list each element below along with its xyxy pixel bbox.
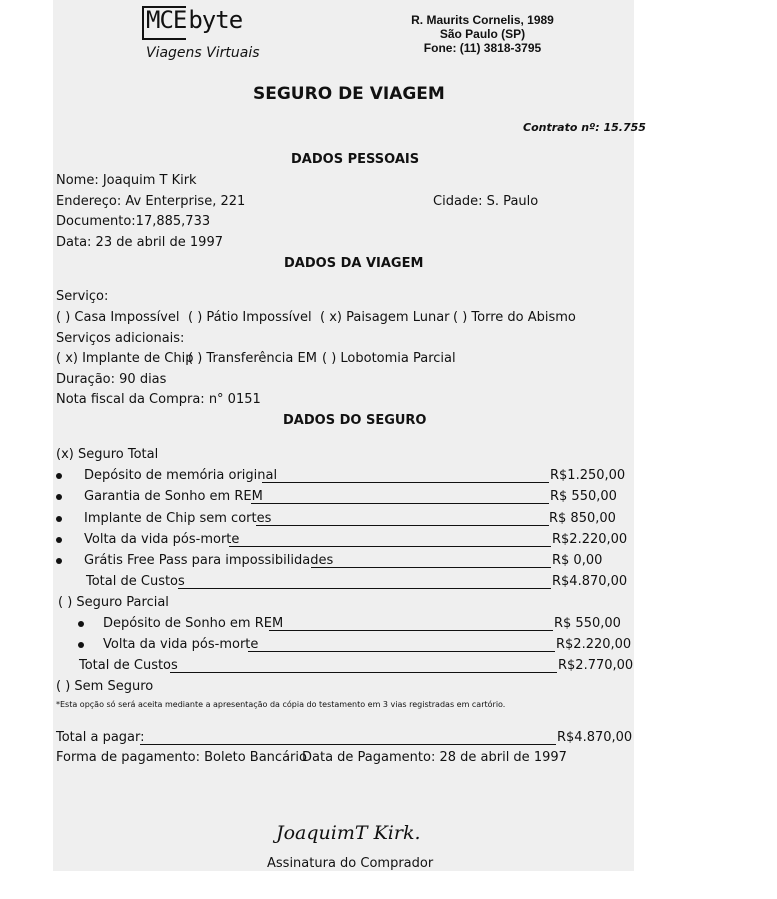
partial-item-label: Volta da vida pós-morte (103, 637, 259, 652)
fill-line (248, 651, 555, 652)
bullet-icon (56, 494, 62, 500)
extras-label: Serviços adicionais: (56, 331, 185, 346)
fill-line (311, 567, 551, 568)
company-city: São Paulo (SP) (439, 27, 526, 41)
trip-heading: DADOS DA VIAGEM (284, 256, 424, 271)
no-insurance-option: ( ) Sem Seguro (56, 679, 154, 694)
total-cost-label: Total de Custos (86, 574, 185, 589)
personal-date: Data: 23 de abril de 1997 (56, 235, 223, 250)
personal-address: Endereço: Av Enterprise, 221 (56, 194, 246, 209)
contract-number: Contrato nº: 15.755 (523, 121, 646, 134)
bullet-icon (78, 621, 84, 627)
insurance-item-value: R$2.220,00 (552, 532, 628, 547)
partial-item-value: R$2.220,00 (556, 637, 632, 652)
logo (146, 6, 242, 34)
service-option: ( ) Pátio Impossível (188, 310, 312, 325)
fill-line (140, 744, 556, 745)
fill-line (262, 482, 549, 483)
company-info (405, 13, 560, 55)
insurance-item-label: Grátis Free Pass para impossibilidades (84, 553, 334, 568)
fill-line (170, 672, 557, 673)
bullet-icon (56, 537, 62, 543)
company-phone: Fone: (11) 3818-3795 (423, 41, 542, 55)
partial-cost-label: Total de Custos (79, 658, 178, 673)
extra-option: ( ) Transferência EM (188, 351, 317, 366)
total-to-pay-label: Total a pagar: (56, 730, 145, 745)
bullet-icon (78, 642, 84, 648)
insurance-item-value: R$ 850,00 (549, 511, 616, 526)
insurance-item-label: Implante de Chip sem cortes (84, 511, 272, 526)
buyer-signature: JoaquimT Kirk. (276, 822, 421, 844)
insurance-item-value: R$ 550,00 (550, 489, 617, 504)
logo-brand-left: MCE (146, 6, 187, 34)
insurance-item-label: Depósito de memória original (84, 468, 278, 483)
personal-city: Cidade: S. Paulo (433, 194, 539, 209)
partial-insurance-option: ( ) Seguro Parcial (58, 595, 169, 610)
total-to-pay-value: R$4.870,00 (557, 730, 633, 745)
personal-heading: DADOS PESSOAIS (291, 152, 420, 167)
insurance-item-value: R$1.250,00 (550, 468, 626, 483)
fill-line (256, 525, 549, 526)
service-option: ( ) Casa Impossível (56, 310, 180, 325)
trip-invoice: Nota fiscal da Compra: n° 0151 (56, 392, 261, 407)
total-insurance-option: (x) Seguro Total (56, 447, 159, 462)
signature-caption: Assinatura do Comprador (267, 856, 434, 871)
fill-line (229, 546, 551, 547)
partial-item-label: Depósito de Sonho em REM (103, 616, 284, 631)
extra-option: ( ) Lobotomia Parcial (322, 351, 456, 366)
bullet-icon (56, 473, 62, 479)
service-label: Serviço: (56, 289, 109, 304)
insurance-heading: DADOS DO SEGURO (283, 413, 427, 428)
partial-item-value: R$ 550,00 (554, 616, 621, 631)
bullet-icon (56, 516, 62, 522)
page-title: SEGURO DE VIAGEM (253, 84, 445, 104)
bullet-icon (56, 558, 62, 564)
logo-tagline: Viagens Virtuais (146, 45, 260, 61)
fill-line (269, 630, 553, 631)
payment-method: Forma de pagamento: Boleto Bancário (56, 750, 307, 765)
partial-cost-value: R$2.770,00 (558, 658, 634, 673)
logo-brand-right: byte (188, 6, 243, 34)
personal-document: Documento:17,885,733 (56, 214, 211, 229)
service-option: ( x) Paisagem Lunar (320, 310, 450, 325)
footnote: *Esta opção só será aceita mediante a apresentação da cópia do testamento em 3 vias registradas em cartório. (56, 700, 506, 709)
service-option: ( ) Torre do Abismo (453, 310, 576, 325)
company-address: R. Maurits Cornelis, 1989 (411, 13, 554, 27)
fill-line (251, 503, 549, 504)
extra-option: ( x) Implante de Chip (56, 351, 194, 366)
insurance-item-label: Garantia de Sonho em REM (84, 489, 263, 504)
payment-date: Data de Pagamento: 28 de abril de 1997 (302, 750, 567, 765)
personal-name: Nome: Joaquim T Kirk (56, 173, 197, 188)
fill-line (178, 588, 551, 589)
total-cost-value: R$4.870,00 (552, 574, 628, 589)
insurance-item-value: R$ 0,00 (552, 553, 603, 568)
trip-duration: Duração: 90 dias (56, 372, 167, 387)
insurance-item-label: Volta da vida pós-morte (84, 532, 240, 547)
